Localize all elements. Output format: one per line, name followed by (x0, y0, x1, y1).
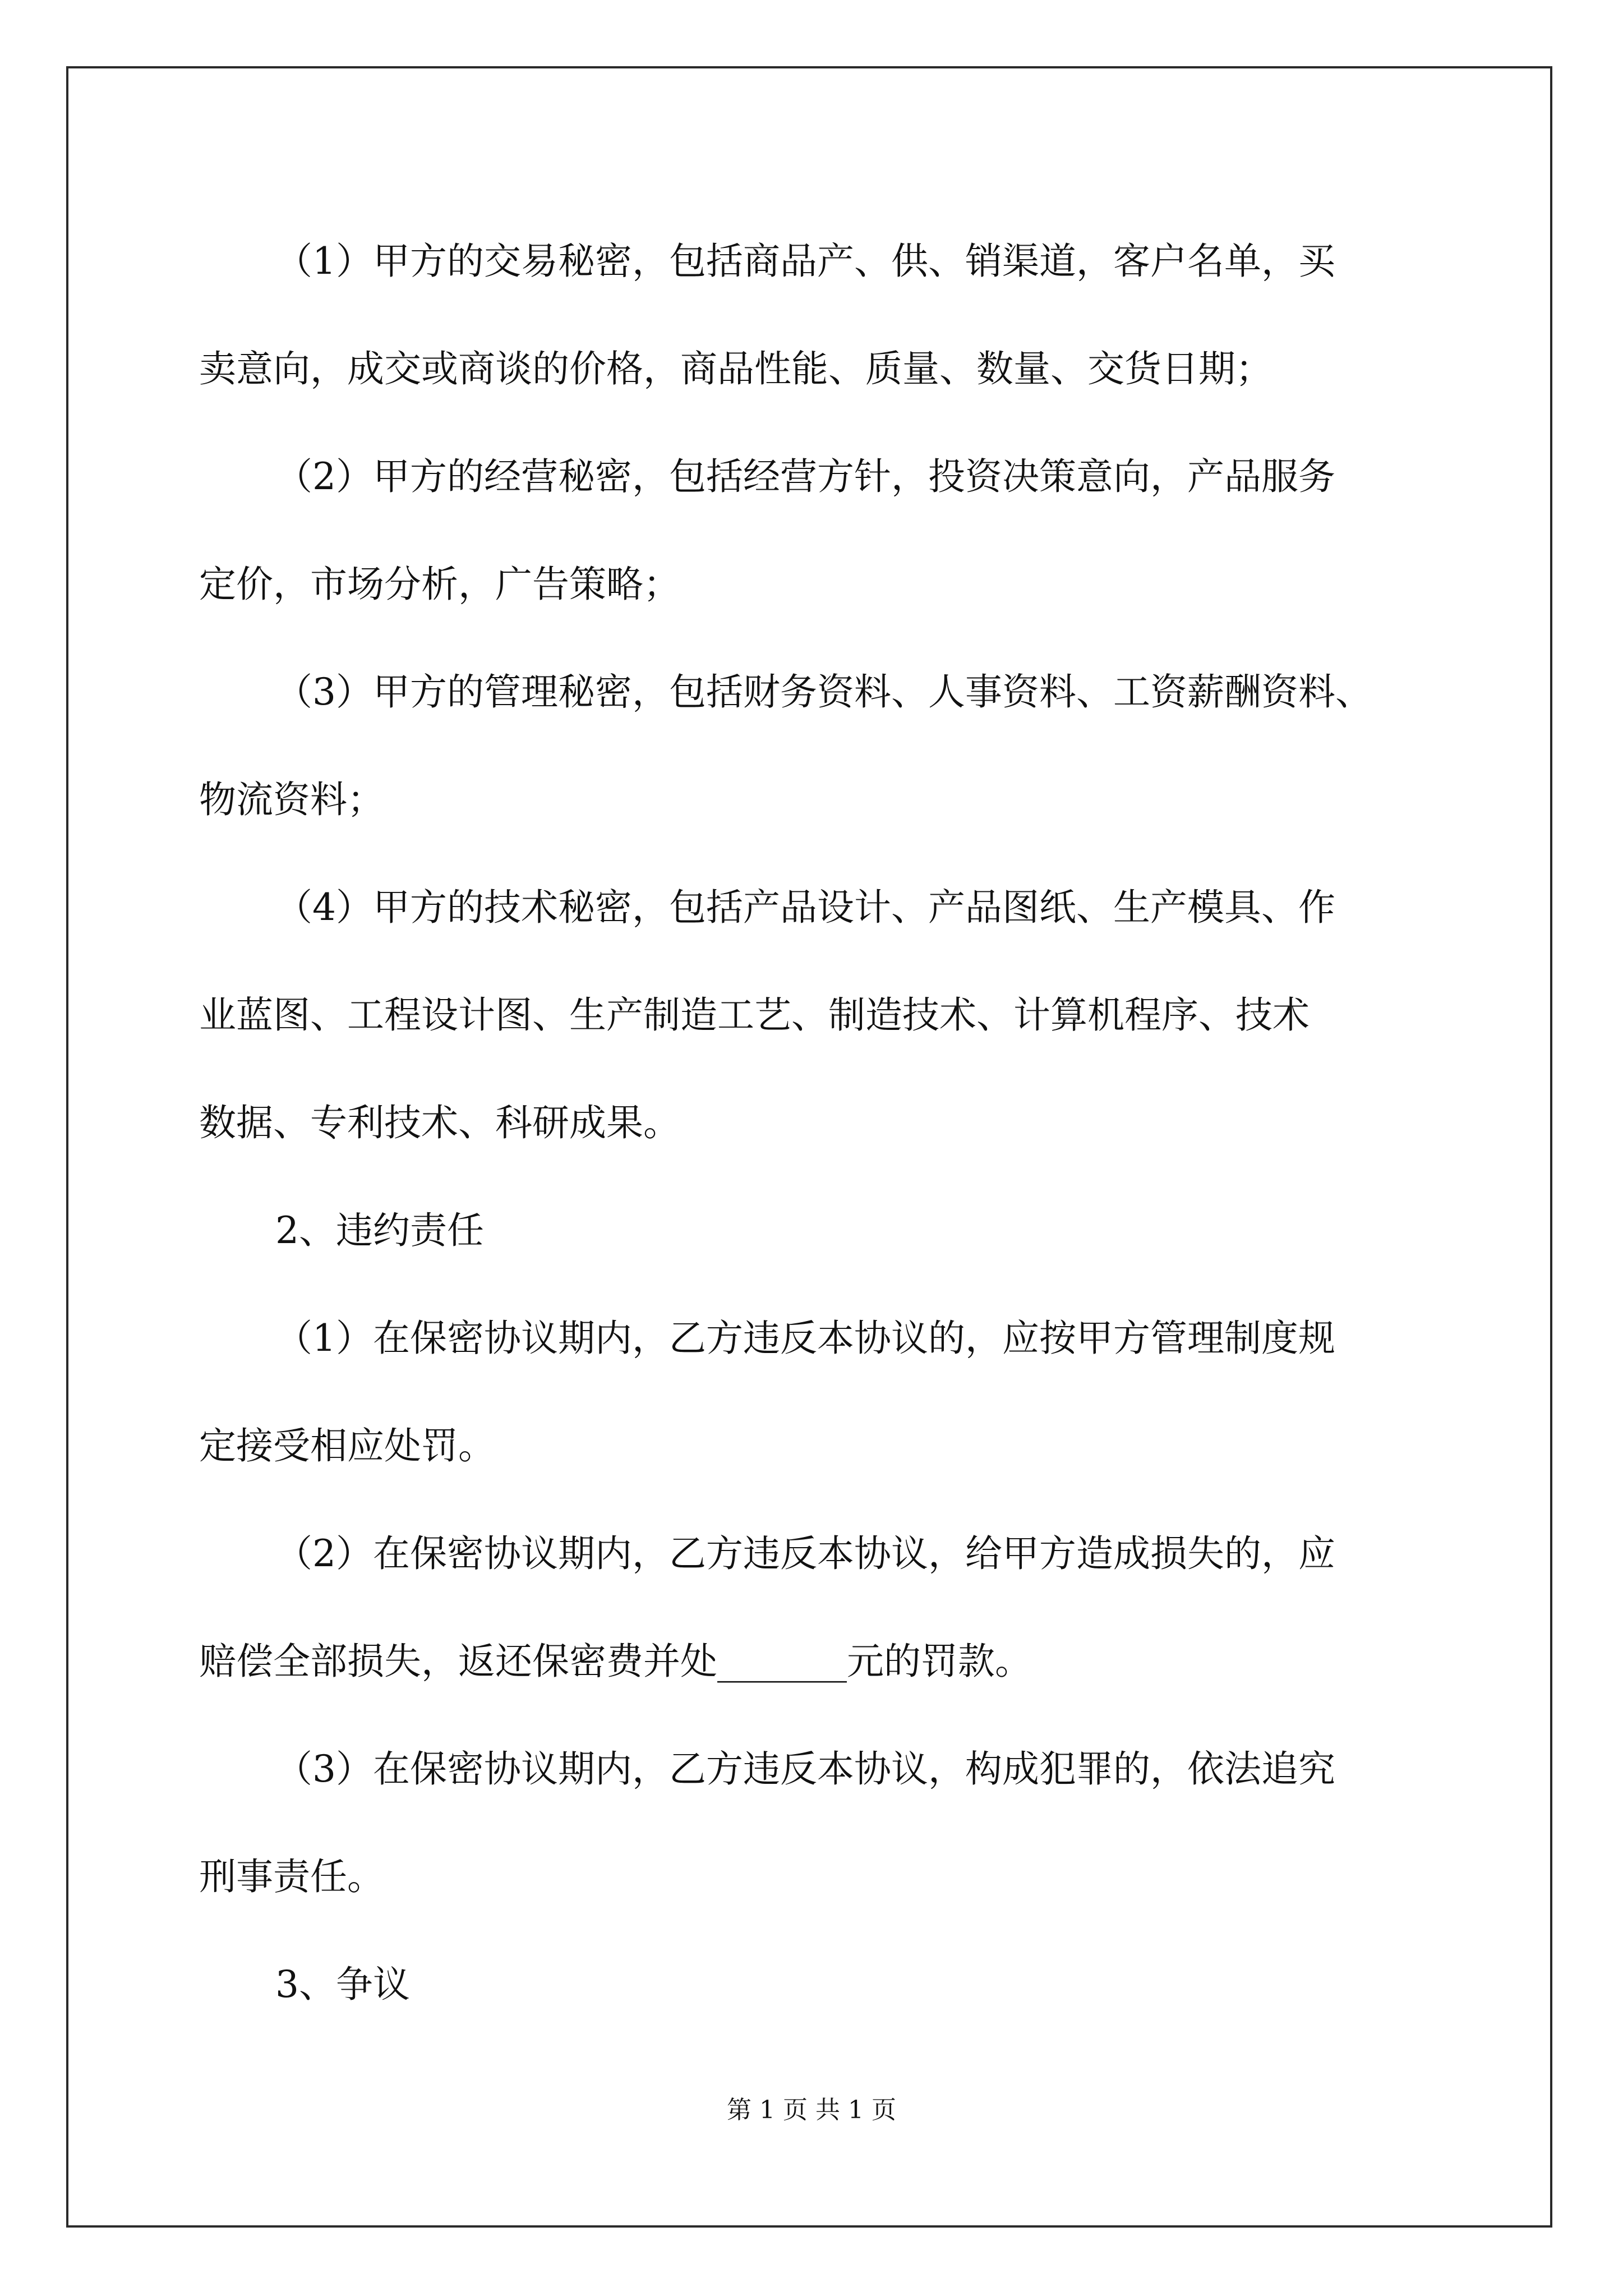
text-line: 数据、专利技术、科研成果。 (199, 1101, 680, 1144)
paragraph-technical-secrets (199, 854, 1433, 1177)
text-line: 刑事责任。 (199, 1855, 384, 1898)
paragraph-liability-1 (199, 1285, 1433, 1500)
text-line: 物流资料； (199, 778, 384, 821)
text-line: 卖意向，成交或商谈的价格，商品性能、质量、数量、交货日期； (199, 347, 1272, 390)
paragraph-liability-3 (199, 1715, 1433, 1931)
text-line: （2）甲方的经营秘密，包括经营方针，投资决策意向，产品服务 (275, 455, 1335, 498)
text-line: 赔偿全部损失，返还保密费并处_______元的罚款。 (199, 1640, 1032, 1683)
paragraph-management-secrets (199, 638, 1433, 854)
text-line: 定接受相应处罚。 (199, 1424, 495, 1467)
text-line: （1）甲方的交易秘密，包括商品产、供、销渠道，客户名单，买 (275, 240, 1335, 283)
text-line: 3、争议 (275, 1963, 410, 2006)
text-line: 业蓝图、工程设计图、生产制造工艺、制造技术、计算机程序、技术 (199, 993, 1310, 1037)
paragraph-liability-2 (199, 1500, 1433, 1715)
text-line: （4）甲方的技术秘密，包括产品设计、产品图纸、生产模具、作 (275, 886, 1335, 929)
text-line: （3）甲方的管理秘密，包括财务资料、人事资料、工资薪酬资料、 (275, 670, 1372, 714)
text-line: （2）在保密协议期内，乙方违反本协议，给甲方造成损失的，应 (275, 1532, 1335, 1575)
text-line: （3）在保密协议期内，乙方违反本协议，构成犯罪的，依法追究 (275, 1747, 1335, 1791)
section-heading-dispute (199, 1931, 1433, 2039)
paragraph-business-secrets (199, 423, 1433, 638)
text-line: 定价，市场分析，广告策略； (199, 563, 680, 606)
section-heading-liability (199, 1177, 1433, 1285)
paragraph-trade-secrets (199, 208, 1433, 423)
text-line: （1）在保密协议期内，乙方违反本协议的，应按甲方管理制度规 (275, 1317, 1335, 1360)
page-footer: 第 1 页 共 1 页 (727, 2096, 896, 2124)
text-line: 2、违约责任 (275, 1209, 484, 1252)
document-body (199, 208, 1433, 2039)
